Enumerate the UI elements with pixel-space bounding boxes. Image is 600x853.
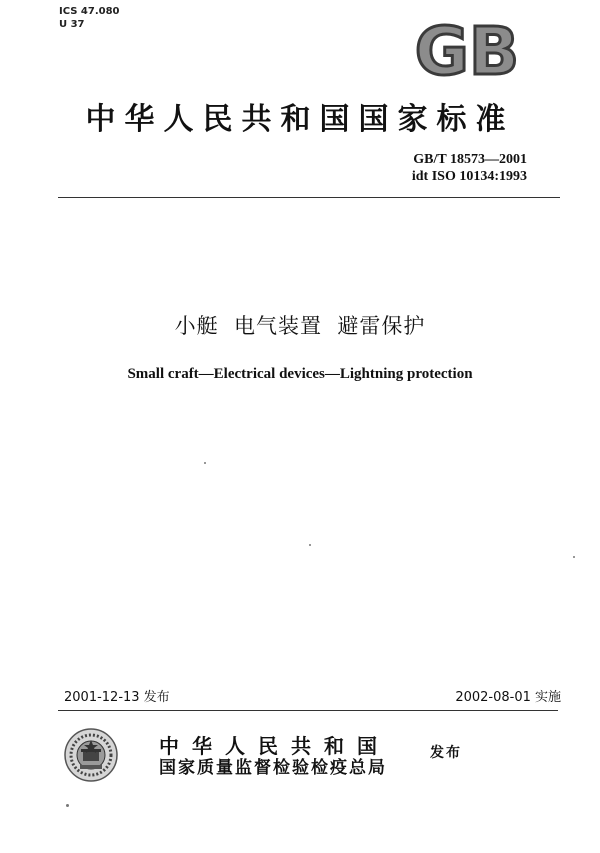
scan-speck [309, 544, 311, 546]
scan-speck [204, 462, 206, 464]
gb-logo-icon [411, 14, 523, 82]
standard-code: GB/T 18573—2001 [413, 152, 527, 167]
scan-speck [573, 556, 575, 558]
ccs-code: U 37 [59, 19, 85, 30]
footer-divider [58, 710, 558, 711]
national-standard-title: 中华人民共和国国家标准 [85, 102, 515, 137]
ics-code: ICS 47.080 [59, 6, 120, 17]
header-divider [58, 197, 560, 198]
gb-logo-text: GB [414, 14, 520, 82]
publish-label: 发布 [430, 745, 462, 761]
issuer-country: 中华人民共和国 [159, 734, 390, 758]
issuing-authority [159, 735, 390, 779]
document-title-english: Small craft—Electrical devices—Lightning protection [127, 366, 473, 382]
iso-equivalence: idt ISO 10134:1993 [411, 169, 527, 184]
classification-codes [59, 5, 120, 31]
scan-speck [66, 804, 69, 807]
document-title-chinese: 小艇 电气装置 避雷保护 [174, 314, 426, 338]
effective-date: 2002-08-01 实施 [455, 690, 561, 705]
issue-date: 2001-12-13 发布 [64, 690, 170, 705]
national-emblem-icon [63, 727, 119, 783]
issuer-agency: 国家质量监督检验检疫总局 [159, 758, 387, 778]
